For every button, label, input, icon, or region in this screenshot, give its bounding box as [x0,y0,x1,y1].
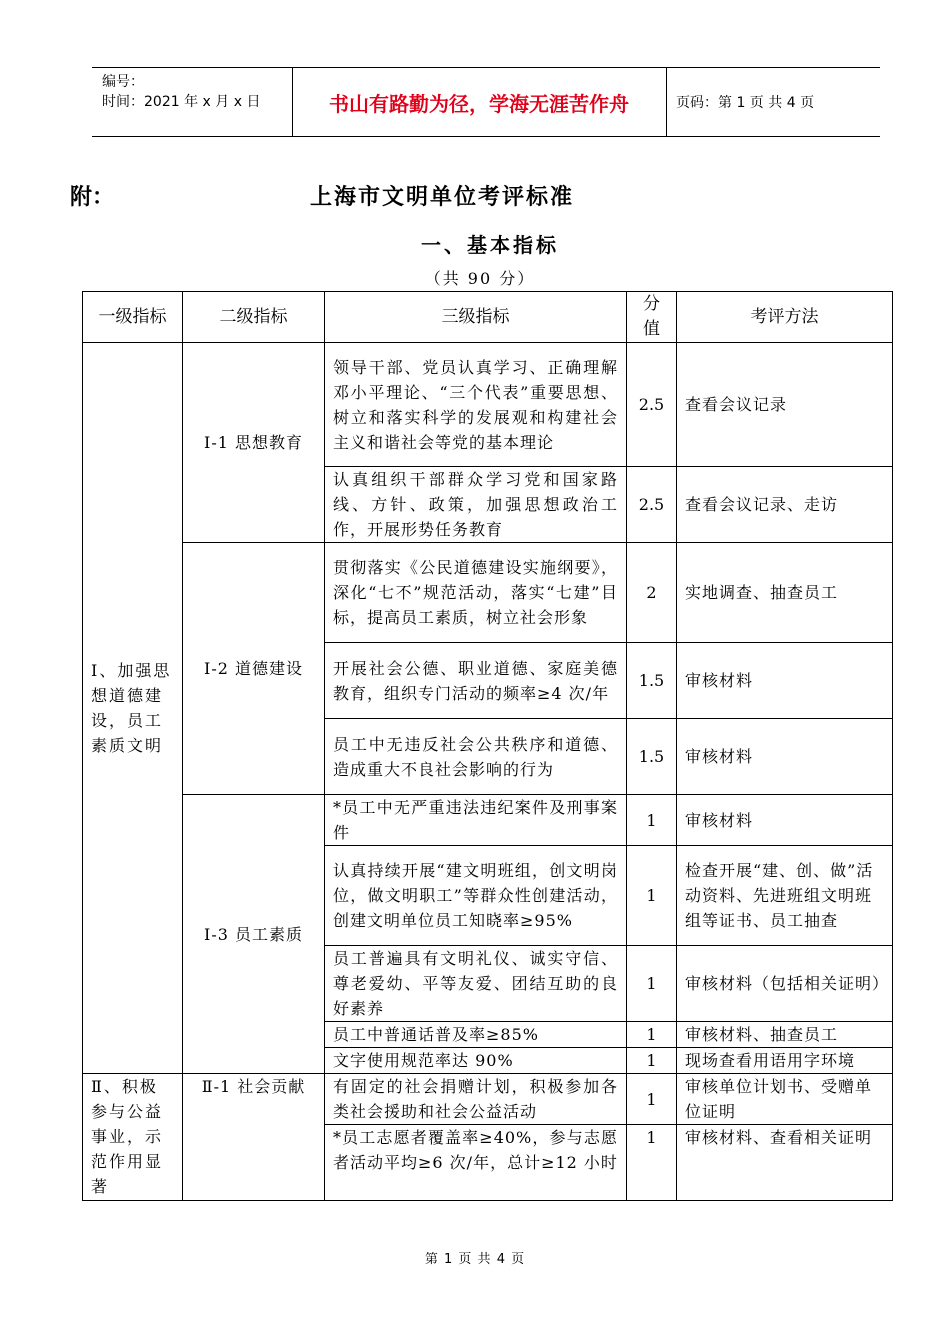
score-cell: 1.5 [627,719,677,795]
section-heading: 一、基本指标 [421,233,559,257]
column-header: 三级指标 [325,292,627,343]
score-cell: 1 [627,846,677,946]
level3-cell: 认真组织干部群众学习党和国家路线、方针、政策，加强思想政治工作，开展形势任务教育 [325,467,627,543]
header-meta [102,72,260,112]
column-header: 二级指标 [183,292,325,343]
level3-cell: 贯彻落实《公民道德建设实施纲要》，深化“七不”规范活动，落实“七建”目标，提高员工素质，树立社会形象 [325,543,627,643]
level1-cell: Ⅱ、积极参与公益事业，示范作用显著 [83,1074,183,1201]
method-cell: 审核材料 [677,719,893,795]
method-cell: 查看会议记录、走访 [677,467,893,543]
method-cell: 审核材料 [677,643,893,719]
table-row [83,1074,893,1125]
score-cell: 1 [627,1022,677,1048]
level2-cell: Ⅱ-1 社会贡献 [183,1074,325,1201]
score-cell: 1 [627,1125,677,1201]
level3-cell: 认真持续开展“建文明班组，创文明岗位，做文明职工”等群众性创建活动，创建文明单位员工知晓率≥95% [325,846,627,946]
column-header: 考评方法 [677,292,893,343]
table-row [83,795,893,846]
score-cell: 2.5 [627,467,677,543]
table-row [83,543,893,643]
number-label: 编号： [102,74,144,90]
level3-cell: 员工普遍具有文明礼仪、诚实守信、尊老爱幼、平等友爱、团结互助的良好素养 [325,946,627,1022]
header-divider [666,68,667,136]
method-cell: 审核材料 [677,795,893,846]
method-cell: 查看会议记录 [677,343,893,467]
header-motto: 书山有路勤为径，学海无涯苦作舟 [329,92,629,116]
table-header-row [83,292,893,343]
score-cell: 1.5 [627,643,677,719]
level3-cell: 有固定的社会捐赠计划，积极参加各类社会援助和社会公益活动 [325,1074,627,1125]
level3-cell: 开展社会公德、职业道德、家庭美德教育，组织专门活动的频率≥4 次/年 [325,643,627,719]
level2-cell: Ⅰ-1 思想教育 [183,343,325,543]
method-cell: 审核单位计划书、受赠单位证明 [677,1074,893,1125]
method-cell: 现场查看用语用字环境 [677,1048,893,1074]
score-cell: 1 [627,1048,677,1074]
page-header [92,67,880,137]
level3-cell: 文字使用规范率达 90% [325,1048,627,1074]
appendix-prefix: 附： [70,185,115,210]
method-cell: 审核材料、抽查员工 [677,1022,893,1048]
score-cell: 1 [627,1074,677,1125]
column-header: 一级指标 [83,292,183,343]
score-cell: 1 [627,946,677,1022]
method-cell: 实地调查、抽查员工 [677,543,893,643]
time-label: 时间：2021 年 x 月 x 日 [102,94,261,110]
method-cell: 审核材料（包括相关证明） [677,946,893,1022]
table-row [83,343,893,467]
score-cell: 2.5 [627,343,677,467]
level3-cell: 员工中无违反社会公共秩序和道德、造成重大不良社会影响的行为 [325,719,627,795]
method-cell: 检查开展“建、创、做”活动资料、先进班组文明班组等证书、员工抽查 [677,846,893,946]
method-cell: 审核材料、查看相关证明 [677,1125,893,1201]
level2-cell: Ⅰ-2 道德建设 [183,543,325,795]
level3-cell: *员工志愿者覆盖率≥40%，参与志愿者活动平均≥6 次/年，总计≥12 小时 [325,1125,627,1201]
level3-cell: *员工中无严重违法违纪案件及刑事案件 [325,795,627,846]
standards-table [82,291,893,1201]
column-header: 分值 [627,292,677,343]
header-page-info: 页码：第 1 页 共 4 页 [676,95,815,111]
total-score: （共 90 分） [424,269,536,288]
page-footer: 第 1 页 共 4 页 [424,1252,526,1267]
document-title: 上海市文明单位考评标准 [309,185,574,210]
score-cell: 1 [627,795,677,846]
level3-cell: 员工中普通话普及率≥85% [325,1022,627,1048]
level2-cell: Ⅰ-3 员工素质 [183,795,325,1074]
score-cell: 2 [627,543,677,643]
level3-cell: 领导干部、党员认真学习、正确理解邓小平理论、“三个代表”重要思想、树立和落实科学的发展观和构建社会主义和谐社会等党的基本理论 [325,343,627,467]
level1-cell: Ⅰ、加强思想道德建设，员工素质文明 [83,343,183,1074]
